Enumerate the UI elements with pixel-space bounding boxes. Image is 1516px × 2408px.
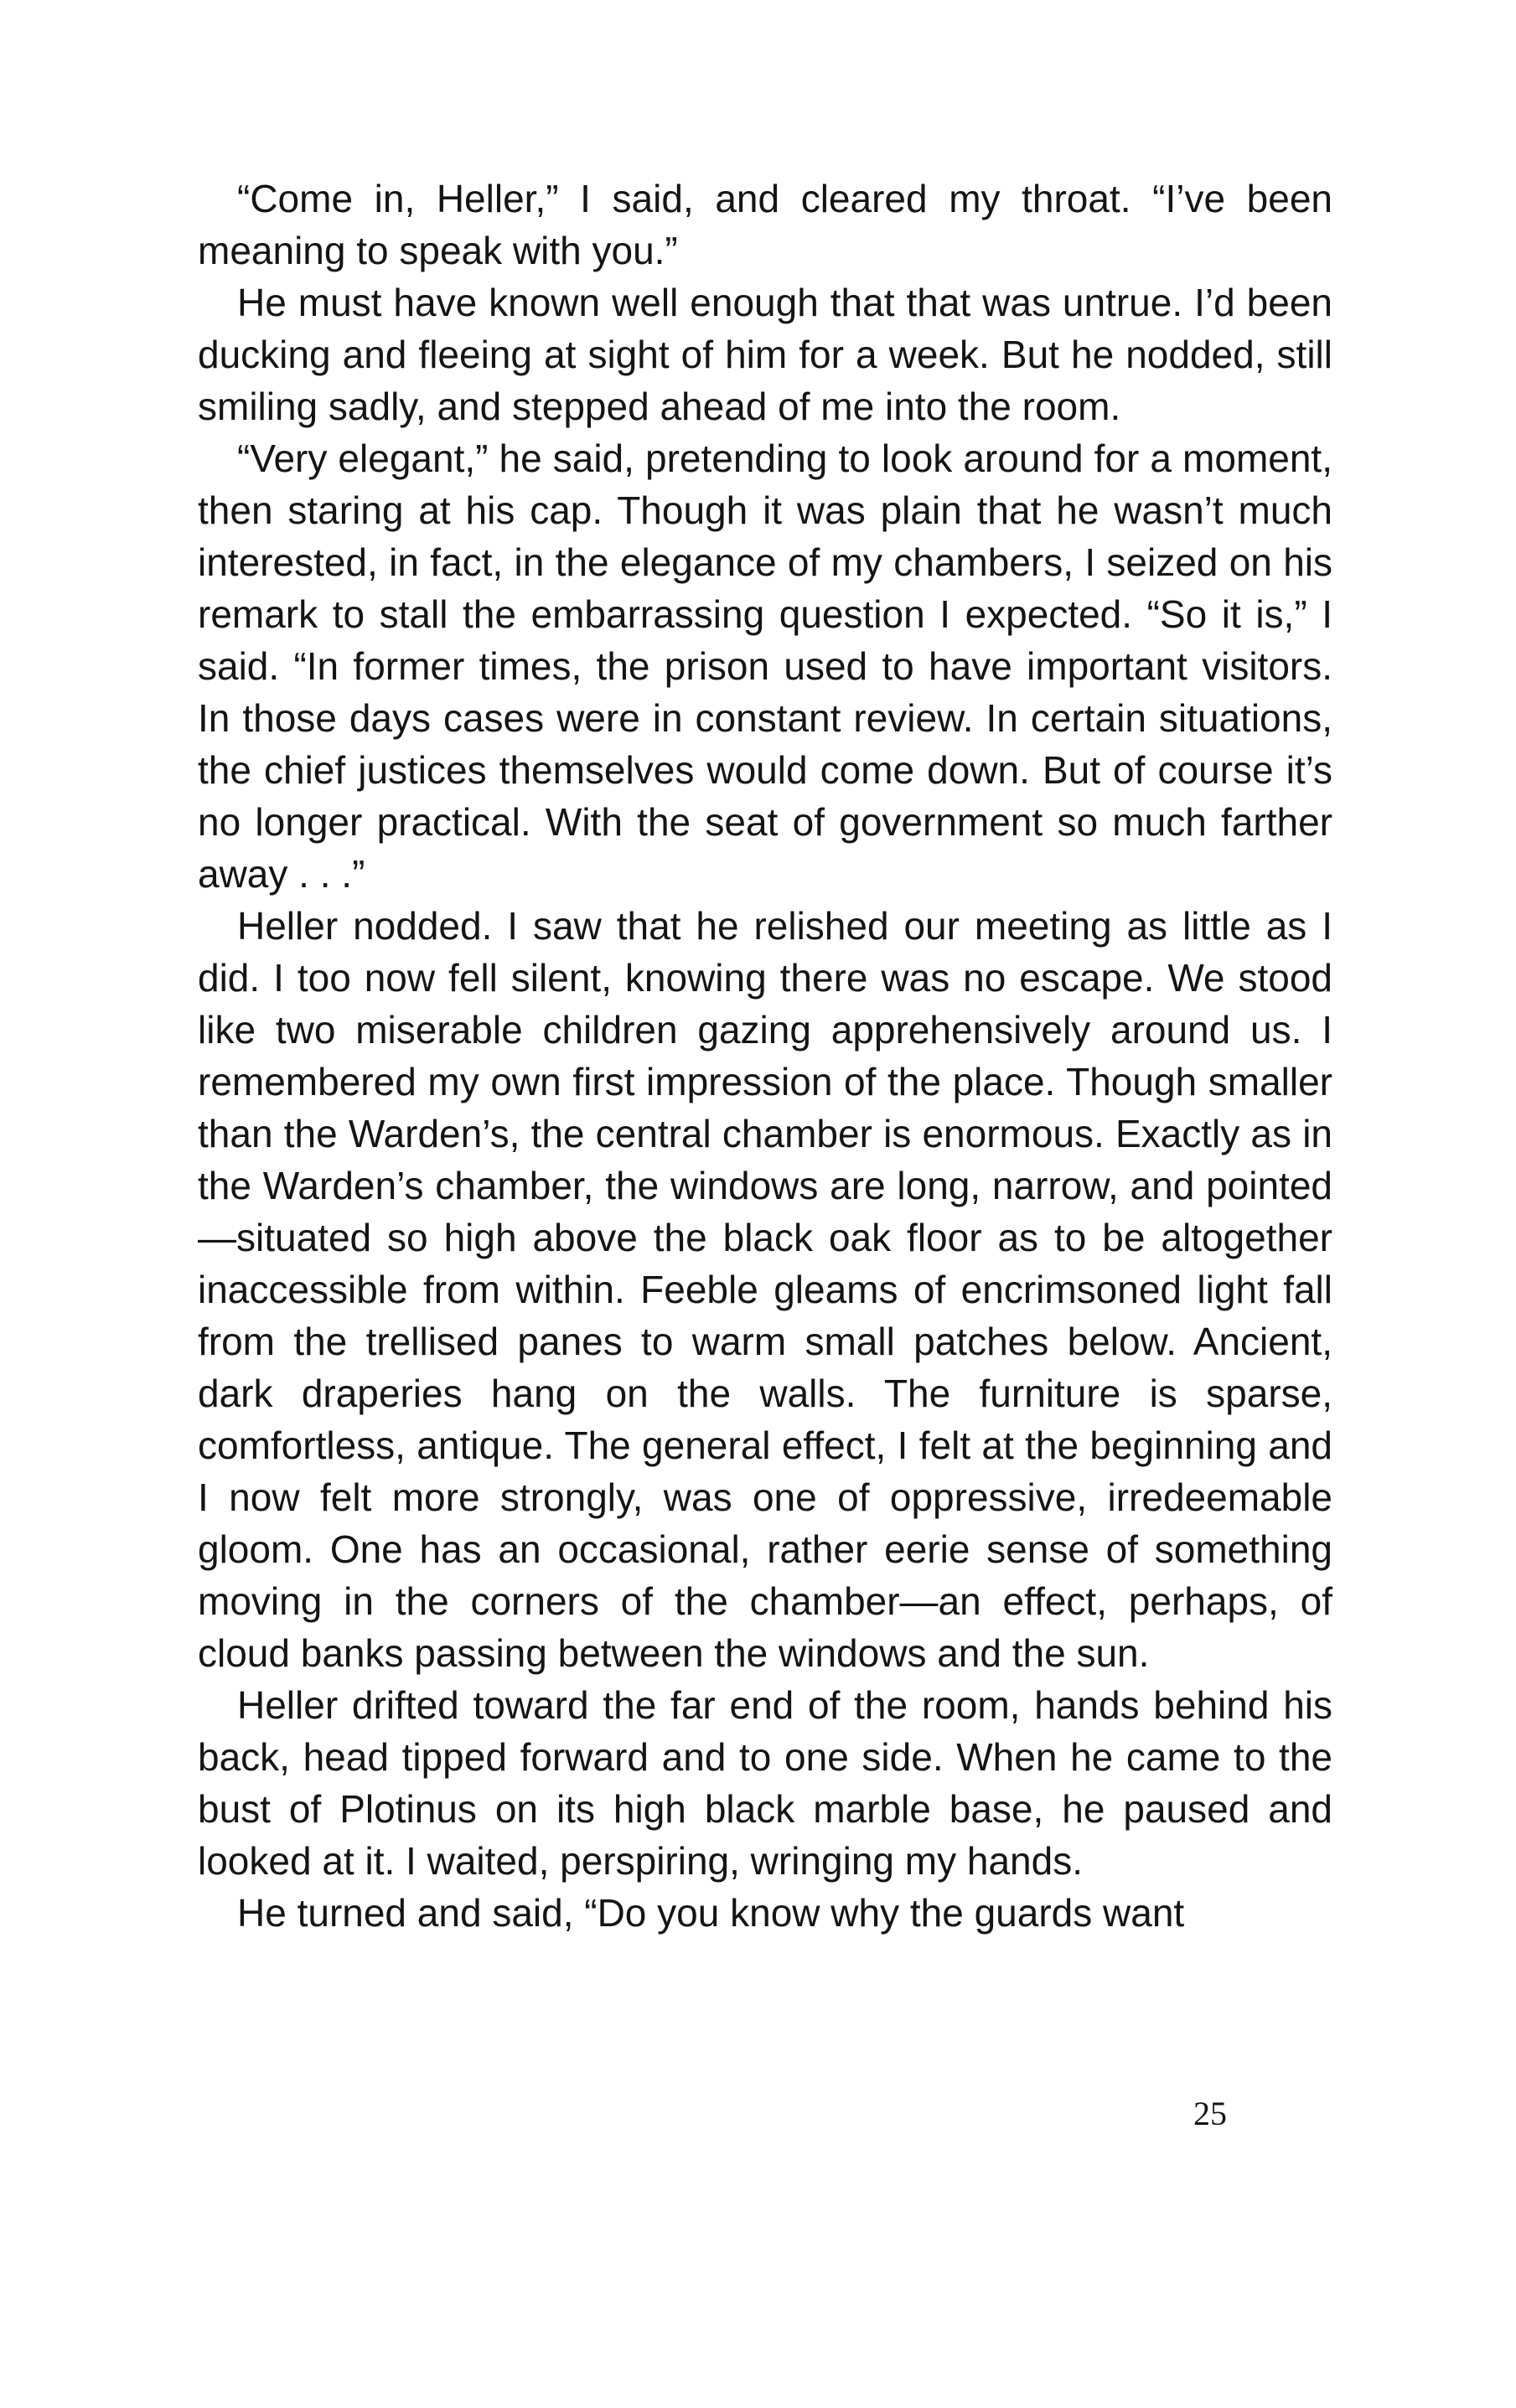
page-number: 25 xyxy=(1193,2095,1227,2132)
paragraph: “Come in, Heller,” I said, and cleared my throat. “I’ve been meaning to speak with you.” xyxy=(198,177,1332,272)
paragraph: He must have known well enough that that was untrue. I’d been ducking and fleeing at sight of him for a week. But he nodded, still smiling sadly, and stepped ahead of me into the room. xyxy=(198,281,1332,428)
paragraph: Heller nodded. I saw that he relished our meeting as little as I did. I too now fell silent, knowing there was no escape. We stood like two miserable children gazing apprehensively around us. I remembered my own first impression of the place. Though smaller than the Warden’s, the central chamber is enormous. Exactly as in the Warden’s chamber, the windows are long, narrow, and pointed—situated so high above the black oak floor as to be altogether inaccessible from within. Feeble gleams of encrimsoned light fall from the trellised panes to warm small patches below. Ancient, dark draperies hang on the walls. The furniture is sparse, comfortless, antique. The general effect, I felt at the beginning and I now felt more strongly, was one of oppressive, irredeemable gloom. One has an occasional, rather eerie sense of something moving in the corners of the chamber—an effect, perhaps, of cloud banks passing between the windows and the sun. xyxy=(198,904,1332,1675)
paragraph: He turned and said, “Do you know why the guards want xyxy=(237,1891,1185,1935)
paragraph: “Very elegant,” he said, pretending to look around for a moment, then staring at his cap. Though it was plain that he wasn’t much interested, in fact, in the elegance of my chambers, I seized on his remark to stall the embarrassing question I expected. “So it is,” I said. “In former times, the prison used to have important visitors. In those days cases were in constant review. In certain situations, the chief justices themselves would come down. But of course it’s no longer practical. With the seat of government so much farther away . . .” xyxy=(198,437,1332,896)
body-text xyxy=(198,173,1332,1939)
paragraph: Heller drifted toward the far end of the room, hands behind his back, head tipped forward and to one side. When he came to the bust of Plotinus on its high black marble base, he paused and looked at it. I waited, perspiring, wringing my hands. xyxy=(198,1683,1332,1883)
